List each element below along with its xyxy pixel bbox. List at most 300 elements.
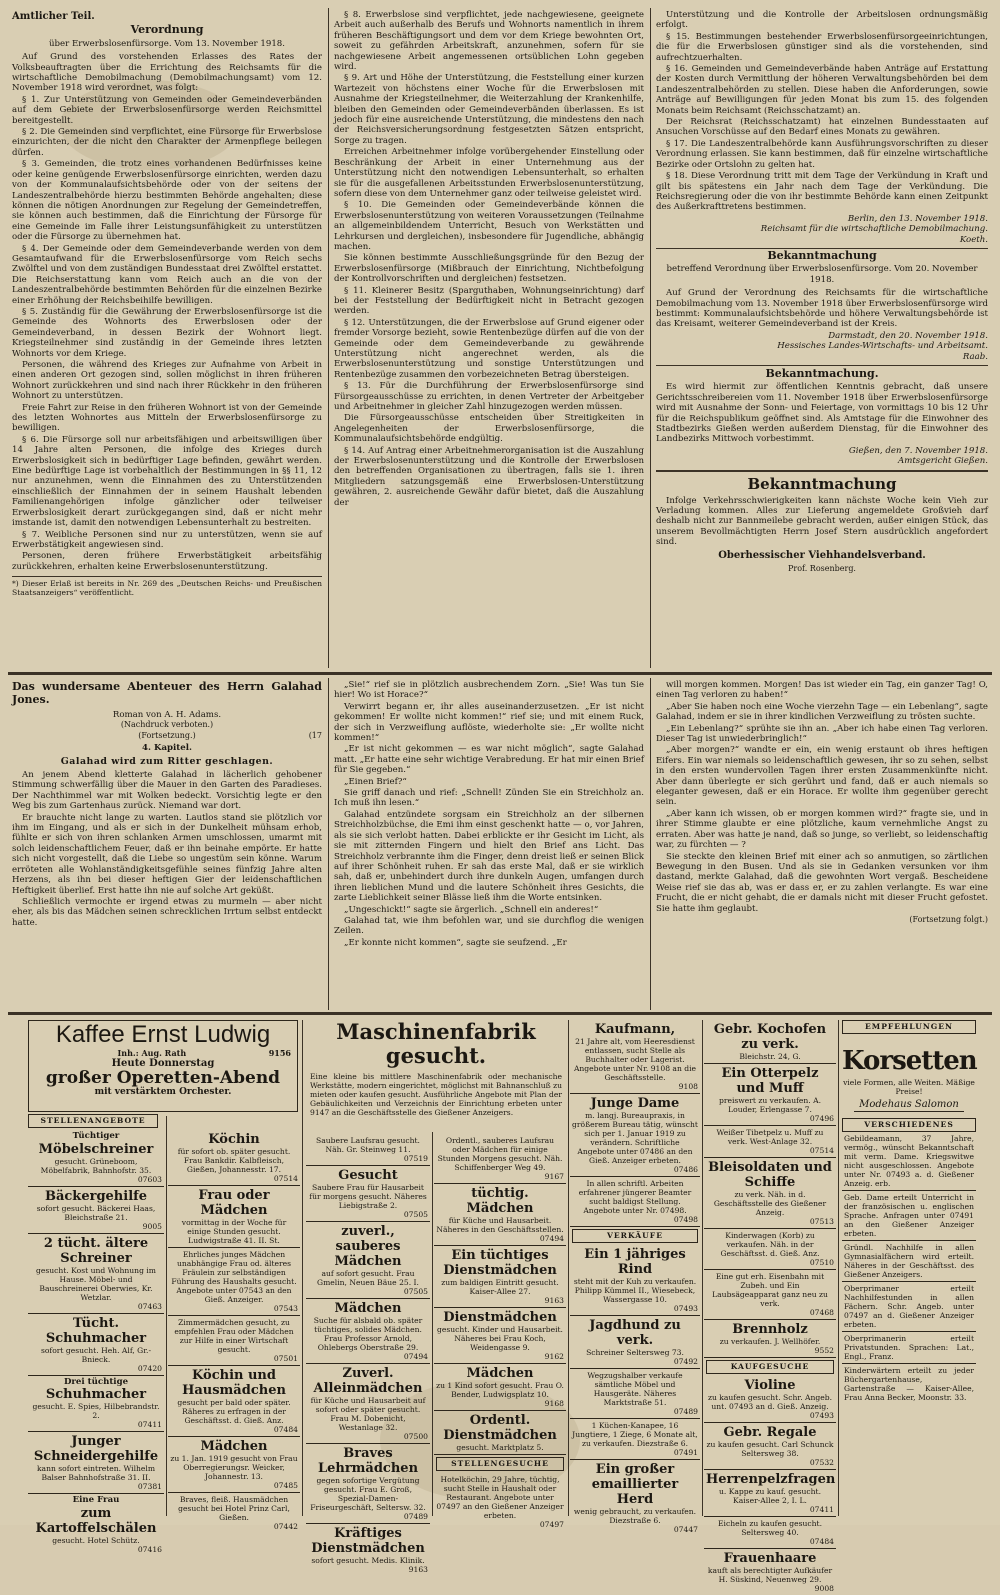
paragraph: An jenem Abend kletterte Galahad in lächerlich gehobener Stimmung schwerfällig über die Mauer in den Garten des Paradieses. Der Nachthimmel war mit Wolken bedeckt. Vorsichtig legte er den Weg bis zum Gartenhaus zurück. Niemand war dort. (12, 770, 322, 812)
category-label: KAUFGESUCHE (706, 1360, 834, 1374)
ad-text: 1 Küchen-Kanapee, 16 Jungtiere, 1 Ziege, 6 Monate alt, zu verkaufen. Diezstraße 6. (572, 1420, 698, 1448)
ad-headline: Kräftiges Dienstmädchen (311, 1526, 425, 1556)
ads-column-7 (842, 1020, 976, 1515)
classified-ad (704, 1376, 836, 1423)
ad-text: u. Kappe zu kauf. gesucht. Kaiser-Allee 2, I. L. (719, 1486, 821, 1505)
classified-ad (434, 1411, 566, 1455)
classified-ad (570, 1460, 700, 1536)
ad-number: 07501 (273, 1354, 298, 1363)
ad-text: auf sofort gesucht. Frau Gmelin, Neuen Bäue 25. I. (317, 1269, 419, 1287)
ad-number: 07486 (673, 1165, 698, 1174)
paragraph: § 4. Der Gemeinde oder dem Gemeindeverbande werden von dem Gesamtaufwand für die Erwerbslosenfürsorge vom Reich sechs Zwölftel und von dem zuständigen Bundesstaat drei Zwölftel erstattet. Die Reichserstattung kann vom Reich auch an die von der Landeszentralbehörde bestimmten Behörden für die einzelnen Bezirke einer Erhöhung der Reichsbeihilfe bewilligen. (12, 243, 322, 306)
notice3-title: Bekanntmachung (747, 474, 897, 493)
verschiedenes-items (842, 1132, 976, 1404)
ad-headline: Gebr. Regale (723, 1424, 817, 1440)
classified-ad (306, 1134, 430, 1166)
ad-number: 9108 (678, 1082, 698, 1091)
column-rule (568, 1020, 569, 1516)
ad-text: zum baldigen Eintritt gesucht. Kaiser-Allee 27. (441, 1278, 559, 1296)
ad-kicker: 2 tücht. ältere Schreiner (43, 1235, 149, 1266)
ad-headline: Junge Dame (590, 1096, 680, 1111)
verschiedenes-label: VERSCHIEDENES (842, 1118, 976, 1132)
classified-ad (168, 1186, 300, 1248)
ad-number: 07420 (137, 1363, 162, 1373)
ad-text: preiswert zu verkaufen. A. Louder, Erlengasse 7. (718, 1096, 822, 1114)
paragraph: „Sie!“ rief sie in plötzlich ausbrechendem Zorn. „Sie! Was tun Sie hier! Wo ist Horace?“ (334, 680, 644, 701)
paragraph: § 10. Die Gemeinden oder Gemeindeverbände können die Erwerbslosenunterstützung von weiteren Voraussetzungen (Teilnahme an allgemeinbildendem Unterricht, Besuch von Werkstätten und Lehrkursen und dergleichen), insbesondere für Jugendliche, abhängig machen. (334, 200, 644, 252)
ad-text: kauft als berechtigter Aufkäufer H. Süskind, Neuenweg 29. (707, 1565, 833, 1584)
classified-ad (306, 1444, 430, 1524)
ad-headline: Gesucht (338, 1168, 398, 1183)
ad-headline: Dienstmädchen (443, 1310, 557, 1325)
decree-signature: Berlin, den 13. November 1918. Reichsamt für die wirtschaftliche Demobilmachung. Koeth. (760, 213, 988, 245)
ad-headline: Ein großer emaillierter Herd (591, 1461, 679, 1507)
official-column-3 (656, 10, 988, 670)
decree-title: Verordnung (130, 23, 204, 37)
divider (656, 365, 988, 366)
ad-text: Ordentl., sauberes Laufsrau oder Mädchen für einige Stunden Morgens gesucht. Näh. Schiffenberger Weg 49. (437, 1136, 563, 1172)
ad-number: 07493 (673, 1303, 698, 1313)
notice2-signature: Gießen, den 7. November 1918. Amtsgericht Gießen. (848, 445, 988, 467)
kaffee-owner: Inh.: Aug. Rath (117, 1048, 187, 1058)
ad-number: 07496 (809, 1114, 834, 1123)
paragraph: Verwirrt begann er, ihr alles auseinanderzusetzen. „Er ist nicht gekommen! Er wollte nicht kommen!“ rief sie; und mit einem Ruck, der sich in Verzweiflung auflöste, wiederholte sie: „Er wollte nicht kommen!“ (334, 701, 644, 744)
ad-text: kann sofort eintreten. Wilhelm Balser Bahnhofstraße 31. II. (36, 1464, 156, 1483)
classified-ad (28, 1130, 164, 1187)
ad-headline: Ein 1 jähriges Rind (584, 1246, 686, 1277)
column-rule (432, 1132, 433, 1516)
notice3-body: Infolge Verkehrsschwierigkeiten kann nächste Woche kein Vieh zur Verladung kommen. Alles zur Lieferung angemeldete Großvieh darf deshalb nicht zur Bannmeilebe gebracht werden, außer einigen Stück, das unserem Bevollmächtigten Herrn Josef Stern ausdrücklich angefordert sind. (656, 495, 988, 548)
paragraph: § 2. Die Gemeinden sind verpflichtet, eine Fürsorge für Erwerbslose einzurichten, der die nicht den Charakter der Armenpflege beilegen dürfen. (12, 127, 322, 158)
classified-ad (704, 1423, 836, 1470)
ad-headline: Bleisoldaten und Schiffe (708, 1160, 832, 1190)
paragraph: Personen, die während des Krieges zur Aufnahme von Arbeit in einen anderen Ort gezogen sind, sollen möglichst in ihren früheren Wohnort zurückkehren und sind nach ihrer Rückkehr in den früheren Wohnort zu unterstützen. (12, 360, 322, 402)
decree-paragraphs (12, 52, 322, 572)
serial-paragraphs (12, 770, 322, 928)
ad-text: steht mit der Kuh zu verkaufen. Philipp Kümmel II., Wiesebeck, Wassergasse 10. (573, 1276, 697, 1304)
divider (656, 248, 988, 249)
ad-number: 07532 (809, 1457, 834, 1467)
ads-column-3 (306, 1134, 430, 1574)
ad-text: für sofort ob. später gesucht. Frau Bankdir. Kalbfleisch, Gießen, Johannesstr. 17. (177, 1147, 291, 1174)
paragraph: „Er konnte nicht kommen“, sagte sie seufzend. „Er (344, 937, 567, 948)
classified-ad (434, 1246, 566, 1308)
ad-text: 21 Jahre alt, vom Heeresdienst entlassen, sucht Stelle als Buchhalter oder Lagerist. Angebote unter Nr. 9108 an die Geschäftsstelle. (573, 1037, 697, 1082)
ad-text: vormittag in der Woche für einige Stunden gesucht. Ludwigstraße 41. II. St. (181, 1218, 287, 1245)
paragraph: Galahad tat, wie ihm befohlen war, und sie durchflog die wenigen Zeilen. (334, 915, 644, 937)
ad-number: 9162 (544, 1352, 564, 1361)
ad-text: zu kaufen gesucht. Schr. Angeb. unt. 07493 an d. Gieß. Anzeig. (707, 1392, 833, 1411)
ad-number: 9167 (544, 1172, 564, 1181)
classified-ad (704, 1270, 836, 1320)
ad-text: für Küche und Hausarbeit. Näheres in den Geschäftsstellen. (436, 1216, 564, 1234)
classified-ad: Geb. Dame erteilt Unterricht in der französischen u. englischen Sprache. Anfragen unter 07491 an den Gießener Anzeiger erbeten. (842, 1191, 976, 1241)
ad-text: sofort gesucht. Medis. Klinik. (311, 1556, 425, 1565)
ad-number: 07513 (809, 1217, 834, 1226)
ad-number: 07493 (809, 1410, 834, 1420)
serial-note: (Nachdruck verboten.) (120, 720, 214, 730)
paragraph: § 6. Die Fürsorge soll nur arbeitsfähigen und arbeitswilligen über 14 Jahre alten Personen, die infolge des Krieges durch Erwerbslosigkeit sich in bedürftiger Lage befinden, gewährt werden. Eine bedürftige Lage ist vorbehaltlich der Bestimmungen in §§ 11, 12 nur anzunehmen, wenn die Einnahmen des zu Unterstützenden einschließlich der Einnahmen der in seinem Haushalt lebenden Familienangehörigen infolge gänzlicher oder teilweiser Erwerbslosigkeit derart zurückgegangen sind, daß er nicht mehr imstande ist, damit den notwendigen Lebensunterhalt zu bestreiten. (12, 434, 322, 529)
ad-headline: Schuhmacher (45, 1387, 147, 1403)
ad-number: 07411 (809, 1504, 834, 1514)
classified-ad (28, 1187, 164, 1234)
kaffee-event: großer Operetten-Abend (45, 1068, 281, 1089)
ads-column-5 (570, 1020, 700, 1534)
paragraph: § 7. Weibliche Personen sind nur zu unterstützen, wenn sie auf Erwerbstätigkeit angewiesen sind. (12, 529, 322, 550)
classified-ad (306, 1299, 430, 1364)
kaffee-name: Kaffee Ernst Ludwig (55, 1021, 271, 1048)
column-rule (328, 8, 329, 668)
kaffee-day: Heute Donnerstag (111, 1057, 215, 1069)
paragraph: § 16. Gemeinden und Gemeindeverbände haben Anträge auf Erstattung der Kosten durch Vermittlung der höheren Verwaltungsbehörden bei dem Landeszentralbehörden zu stellen. Diese haben die Anforderungen, sowie Anträge auf Bewilligungen für jeden Monat bis zum 15. des folgenden Monats beim Reichsamt (Reichsschatzamt) an. (656, 64, 988, 116)
divider (656, 470, 988, 472)
ad-headline: Herrenpelzfragen (706, 1471, 836, 1487)
ad-headline: Ein Otterpelz und Muff (721, 1066, 819, 1096)
section-divider (8, 672, 992, 675)
category-label: VERKÄUFE (572, 1229, 698, 1243)
classified-ad (570, 1245, 700, 1316)
paragraph: § 8. Erwerbslose sind verpflichtet, jede nachgewiesene, geeignete Arbeit auch außerhalb des Berufs und Wohnorts namentlich in ihrem früheren Beschäftigungsort und dem vor dem Kriege bewohnten Ort, soweit zu gefährden Arbeitskraft, anzunehmen, sofern für sie nachgewiesene Arbeit angemessenen ortsüblichen Lohn gegeben wird. (334, 10, 644, 73)
classified-ad (168, 1493, 300, 1533)
ad-text: Ehrliches junges Mädchen unabhängige Frau od. älteres Fräulein zur selbständigen Führung des Haushalts gesucht. Angebote unter 07543 an den Gieß. Anzeiger. (171, 1250, 297, 1304)
classified-ad (570, 1177, 700, 1227)
decree-paragraphs (334, 10, 644, 508)
ad-number: 07484 (273, 1425, 298, 1434)
category-label: STELLENGESUCHE (436, 1457, 564, 1471)
notice1-body: Auf Grund der Verordnung des Reichsamts für die wirtschaftliche Demobilmachung vom 13. November 1918 über Erwerbslosenfürsorge wird bestimmt: Kommunalaufsichtsbehörde und höhere Verwaltungsbehörde ist das Kreisamt, weiterer Gemeindeverband ist der Kreis. (656, 288, 988, 330)
classified-ad (570, 1369, 700, 1419)
ad-text: gesucht per bald oder später. Räheres zu erfragen in der Geschäftsst. d. Gieß. Anz. (177, 1398, 291, 1425)
ad-number: 07463 (137, 1301, 162, 1311)
ad-text: Eicheln zu kaufen gesucht. Seltersweg 40. (717, 1518, 823, 1537)
ad-number: 07447 (673, 1524, 698, 1534)
section-divider (8, 1012, 992, 1015)
classified-ad: Oberprimaner erteilt Nachhilfestunden in allen Fächern. Schr. Angeb. unter 07497 an d. Gießener Anzeiger erbeten. (842, 1282, 976, 1332)
paragraph: „Ungeschickt!“ sagte sie ärgerlich. „Schnell ein anderes!“ (344, 904, 599, 915)
ads-column-4 (434, 1134, 566, 1529)
column-rule (838, 1020, 839, 1516)
ad-number: 07494 (539, 1234, 564, 1243)
ad-headline: Mädchen (334, 1301, 402, 1316)
notice1-signature: Darmstadt, den 20. November 1918. Hessisches Landes-Wirtschafts- und Arbeitsamt. Raab. (777, 330, 988, 362)
ad-number: 07491 (673, 1447, 698, 1457)
ad-number: 9163 (544, 1296, 564, 1305)
serial-column-1 (12, 680, 322, 1008)
ad-text: gesucht. Hotel Schütz. (52, 1535, 140, 1545)
classified-ad (28, 1314, 164, 1376)
ad-maschinenfabrik (306, 1020, 566, 1130)
ad-number: 07510 (809, 1258, 834, 1267)
ad-text: wenig gebraucht, zu verkaufen. Diezstraße 6. (573, 1506, 697, 1525)
korsetten-sub: viele Formen, alle Weiten. Mäßige Preise! (843, 1077, 975, 1096)
chapter-number: 4. Kapitel. (142, 743, 192, 754)
ad-headline: Frau oder Mädchen (198, 1188, 270, 1218)
classified-ad (704, 1517, 836, 1549)
paragraph: Personen, deren frühere Erwerbstätigkeit arbeitsfähig zurückkehren, erhalten keine Erwerbslosenunterstützung. (12, 551, 322, 572)
ad-headline: zum Kartoffelschälen (35, 1505, 157, 1536)
classified-ad (306, 1364, 430, 1444)
column-rule (702, 1020, 703, 1516)
paragraph: Sie können bestimmte Ausschließungsgründe für den Bezug der Erwerbslosenfürsorge (Mißbrauch der Einrichtung, Nichtbefolgung der Kontrollvorschriften und dergleichen) festsetzen. (334, 253, 644, 285)
serial-title: Das wundersame Abenteuer des Herrn Galahad Jones. (12, 680, 322, 706)
ad-text: zu 1 Kind sofort gesucht. Frau O. Bender, Ludwigsplatz 10. (436, 1381, 564, 1399)
decree-subtitle: über Erwerbslosenfürsorge. Vom 13. November 1918. (48, 38, 285, 49)
ads-column-2 (168, 1130, 300, 1531)
classified-ad (168, 1366, 300, 1437)
decree-paragraphs (656, 10, 988, 213)
classified-ad (28, 1432, 164, 1494)
ad-number: 07500 (403, 1432, 428, 1441)
paragraph: § 13. Für die Durchführung der Erwerbslosenfürsorge sind Fürsorgeausschüsse zu errichten, in denen Vertreter der Arbeitgeber und Arbeitnehmer in gleicher Zahl hinzugezogen werden müssen. (334, 381, 644, 413)
ad-text: gesucht. Marktplatz 5. (456, 1443, 544, 1452)
ad-headline: Ordentl. Dienstmädchen (443, 1413, 557, 1443)
classified-ad: Kinderwärtern erteilt zu jeder Büchergartenhause, Gartenstraße — Kaiser-Allee, Frau Anna Becker, Moonstr. 33. (844, 1365, 974, 1402)
ad-number: 9168 (544, 1399, 564, 1408)
maschinen-title-1: Maschinenfabrik (336, 1019, 536, 1044)
paragraph: „Aber morgen?“ wandte er ein, ein wenig erstaunt ob ihres heftigen Eifers. Ein war niemals so leidenschaftlich gewesen, ihr so zu sehen, selbst in den ersten wundervollen Tagen ihrer ersten Zusammenkünfte nicht. Aber dann überlegte er sich gerührt und fand, daß er auch niemals so eleganter gewesen, daß er ein Horace. Er wollte ihm gegenüber gerecht sein. (656, 745, 988, 808)
ad-headline: Bäckergehilfe (44, 1188, 147, 1204)
ad-headline: Jagdhund zu verk. (589, 1317, 681, 1348)
classified-ad: Gebildeamann, 37 Jahre, vermög., wünscht Bekanntschaft mit verm. Dame. Kriegswitwe nicht ausgeschlossen. Angebote unter Nr. 07493 a. d. Gießener Anzeig. erb. (842, 1132, 976, 1191)
ad-kicker: Eine Frau (72, 1495, 120, 1506)
ad-text: Braves, fleiß. Hausmädchen gesucht bei Hotel Prinz Carl, Gießen. (178, 1495, 290, 1522)
paragraph: § 1. Zur Unterstützung von Gemeinden oder Gemeindeverbänden auf dem Gebiete der Erwerbslosenfürsorge werden Reichsmittel bereitgestellt. (12, 94, 322, 126)
ad-text: sofort gesucht. Bäckerei Haas, Bleichstraße 21. (36, 1203, 156, 1222)
ad-headline: Ein tüchtiges Dienstmädchen (443, 1248, 557, 1278)
ad-headline: Frauenhaare (723, 1550, 817, 1566)
ad-text: Weißer Tibetpelz u. Muff zu verk. West-Anlage 32. (716, 1128, 824, 1146)
serial-byline: Roman von A. H. Adams. (112, 710, 222, 720)
classified-ad (28, 1376, 164, 1433)
notice3-name: Prof. Rosenberg. (788, 564, 856, 574)
paragraph: Erreichen Arbeitnehmer infolge vorübergehender Einstellung oder Beschränkung der Arbeit in einer Unternehmung aus der Unterstützung nicht den notwendigen Lebensunterhalt, so erhalten sie für die ausgefallenen Arbeitsstunden Erwerbslosenunterstützung, sofern diese von dem Unternehmer ganz oder teilweise geleistet wird. (334, 147, 644, 199)
ad-headline: Kaufmann, (594, 1022, 676, 1037)
ad-text: Wegzugshalber verkaufe sämtliche Möbel und Hausgeräte. Näheres Marktstraße 51. (587, 1370, 683, 1407)
column-rule (328, 678, 329, 1010)
classified-ad (28, 1494, 164, 1556)
classified-ad (28, 1234, 164, 1314)
ad-text: gegen sofortige Vergütung gesucht. Frau E. Groß, Spezial-Damen-Friseurgeschäft, Seltersw. 32. (310, 1476, 426, 1512)
ad-kicker: Drei tüchtige (63, 1376, 129, 1387)
serial-paragraphs (334, 680, 644, 948)
classified-ad (434, 1308, 566, 1364)
ad-kicker: Tüchtiger (72, 1131, 120, 1141)
ad-headline: Gebr. Kochofen zu verk. (713, 1022, 827, 1052)
ad-number: 07514 (809, 1146, 834, 1155)
notice1-subtitle: betreffend Verordnung über Erwerbslosenfürsorge. Vom 20. November 1918. (666, 264, 978, 285)
paragraph: Unterstützung und die Kontrolle der Arbeitslosen ordnungsmäßig erfolgt. (656, 10, 988, 31)
paragraph: Auf Grund des vorstehenden Erlasses des Rates der Volksbeauftragten über die Errichtung des Reichsamts für die wirtschaftliche Demobilmachung (Demobilmachungsamt) vom 12. November 1918 wird verordnet, was folgt: (12, 52, 322, 94)
ad-text: gesucht. Kost und Wohnung im Hause. Möbel- und Bauschreinerei Oberwies, Kr. Wetzlar. (36, 1265, 156, 1302)
ad-text: Saubere Frau für Hausarbeit für morgens gesucht. Näheres Liebigstraße 2. (309, 1183, 427, 1210)
paragraph: „Ein Lebenlang?“ sprühte sie ihn an. „Aber ich habe einen Tag verloren. Dieser Tag ist unwiederbringlich!“ (656, 723, 988, 745)
paragraph: Sie steckte den kleinen Brief mit einer ach so anmutigen, so zärtlichen Bewegung in den Busen. Und als sie in Gedanken versunken vor ihm dastand, merkte Galahad, daß die gewohnten Wort vergaß. Bescheidene Weise rief sie das ab, was er dass er, er zu zahlen verlangte. Es war eine Frucht, die er nicht gehabt, die er damals nicht mit dieser Frucht gefostet. Sie hatte ihm geglaubt. (656, 851, 988, 914)
classified-ad (704, 1126, 836, 1158)
classified-ad (704, 1358, 836, 1376)
notice2-body: Es wird hiermit zur öffentlichen Kenntnis gebracht, daß unsere Gerichtsschreibereien vom 11. November 1918 über Erwerbslosenfürsorge wird mit Ausnahme der Sonn- und Feiertage, von vormittags 10 bis 12 Uhr für die Reichspublikum geöffnet sind. Als Amtstage für die Einwohner des Stadtbezirks Gießen werden außerdem Dienstag, für die Einwohner des Landbezirks Mittwoch vorbestimmt. (656, 382, 988, 445)
paragraph: Die Fürsorgeausschüsse entscheiden über Streitigkeiten in Angelegenheiten der Erwerbslosenfürsorge, die Kommunalaufsichtsbehörde endgültig. (334, 413, 644, 445)
ad-headline: Braves Lehrmädchen (317, 1446, 419, 1476)
ad-number: 07489 (673, 1406, 698, 1416)
classified-ad (704, 1470, 836, 1517)
ad-number: 07543 (273, 1304, 298, 1313)
classified-ad (434, 1184, 566, 1246)
ad-number: 07411 (137, 1420, 162, 1430)
classified-ad: Gründl. Nachhilfe in allen Gymnasialfächern wird erteilt. Näheres in der Geschäftsst. des Gießener Anzeigers. (842, 1241, 976, 1282)
ad-text: Eine gut erh. Eisenbahn mit Zubeh. und Ein Laubsägeapparat ganz neu zu verk. (712, 1272, 828, 1308)
paragraph: Der Reichsrat (Reichsschatzamt) hat einzelnen Bundesstaaten auf Ansuchen Vorschüsse auf den Bedarf eines Monats zu gewähren. (656, 117, 988, 138)
official-column-1 (12, 10, 322, 670)
ad-number: 07505 (403, 1287, 428, 1296)
classified-ad (434, 1455, 566, 1473)
ad-headline: Brennholz (732, 1322, 808, 1337)
kaffee-tel: 9156 (268, 1048, 291, 1058)
classified-ad (704, 1064, 836, 1126)
classified-ad (570, 1020, 700, 1094)
ad-kicker: Junger Schneidergehilfe (33, 1434, 159, 1465)
column-rule (650, 8, 651, 668)
classified-ad (570, 1316, 700, 1369)
chapter-title: Galahad wird zum Ritter geschlagen. (60, 755, 274, 767)
classified-ad (570, 1227, 700, 1245)
classified-ad (704, 1229, 836, 1270)
ad-number: 07484 (809, 1536, 834, 1546)
stellen-label: STELLENANGEBOTE (28, 1114, 158, 1128)
classified-ad (704, 1549, 836, 1595)
modehaus-logo: Modehaus Salomon (854, 1100, 964, 1113)
ad-text: Suche für alsbald ob. später tüchtiges, solides Mädchen. Frau Professor Arnold, Ohlebergs Oberstraße 29. (313, 1316, 423, 1352)
notice1-title: Bekanntmachung (767, 248, 877, 262)
classified-ad (306, 1524, 430, 1576)
ad-text: sofort gesucht. Heh. Alf, Gr.-Bnieck. (40, 1345, 152, 1364)
ad-text: Zimmermädchen gesucht, zu empfehlen Frau oder Mädchen zur Hilfe in einer Wirtschaft gesucht. (174, 1318, 294, 1354)
maschinen-body: Eine kleine bis mittlere Maschinenfabrik oder mechanische Werkstätte, modern eingerichtet, möglichst mit Bahnanschluß zu mieten oder kaufen gesucht. Ausführliche Angebote mit Plan der Gebäulichkeiten und Verzeichnis der Einrichtung erbeten unter 9147 an die Geschäftsstelle des Gießener Anzeigers. (310, 1072, 562, 1117)
serial-number: (17 (308, 730, 322, 740)
serial-paragraphs (656, 680, 988, 914)
ad-text: zu verk. Näh. in d. Geschäftsstelle des Gießener Anzeig. (713, 1190, 827, 1217)
ad-number: 07514 (273, 1174, 298, 1183)
classified-ad (168, 1316, 300, 1366)
serial-continuation: (Fortsetzung.) (138, 730, 196, 740)
paragraph: § 5. Zuständig für die Gewährung der Erwerbslosenfürsorge ist die Gemeinde des Wohnorts des Erwerbslosen oder der Gemeindeverband, in dessen Bezirk der Wohnort liegt. Kriegsteilnehmer sind zuständig in der Gemeinde ihres letzten Wohnorts vor dem Kriege. (12, 306, 322, 359)
ad-headline: Köchin (208, 1132, 260, 1147)
ad-number: 07381 (137, 1482, 162, 1492)
ad-text: gesucht. E. Spies, Hilbebrandstr. 2. (32, 1402, 160, 1421)
ad-number: 9163 (408, 1565, 428, 1574)
ad-number: 07505 (403, 1210, 428, 1219)
ad-number: 9552 (814, 1346, 834, 1355)
paragraph: § 12. Unterstützungen, die der Erwerbslose auf Grund eigener oder fremder Vorsorge bezieht, sowie Rentenbezüge dürfen auf die von der Gemeinde oder dem Gemeindeverbande zu gewährende Unterstützung nicht angerechnet werden, als die Erwerbslosenunterstützung und sonstige Unterstützungen und Rentenbezüge zusammen den vorbezeichneten Betrag übersteigen. (334, 317, 644, 380)
ad-number: 07492 (673, 1356, 698, 1366)
classified-ad (434, 1473, 566, 1531)
classified-ad (704, 1158, 836, 1229)
ad-headline: Zuverl. Alleinmädchen (313, 1366, 423, 1396)
classified-ad (306, 1222, 430, 1299)
ad-number: 07519 (403, 1154, 428, 1163)
notice3-signature: Oberhessischer Viehhandelsverband. (718, 549, 926, 561)
classified-ad (434, 1134, 566, 1184)
ad-number: 07442 (273, 1522, 298, 1531)
paragraph: Galahad entzündete sorgsam ein Streichholz an der silbernen Streichholzbüchse, die Emi ihm einst geschenkt hatte — o, vor Jahren, als sie sich verlobt hatten. Dabei erblickte er ihr Gesicht im Licht, als sie mit zitternden Fingern und hielt den Brief ans Licht. Das Streichholz verbrannte ihm die Finger, denn dreist ließ er seinen Blick auf ihrer Schönheit ruhen. Er sah das erste Mal, daß er sie wirklich sah, daß er, unbehindert durch ihre dunkeln Augen, umfangen durch ihren lieblichen Mund und die lautere Schönheit ihres Gesichts, die zarte Lieblichkeit seiner Blässe ließ ihm die Worte entsinken. (334, 809, 644, 904)
ad-text: zu verkaufen. J. Wellhöfer. (719, 1337, 821, 1346)
serial-column-2 (334, 680, 644, 1008)
ad-text: Saubere Laufsrau gesucht. Näh. Gr. Steinweg 11. (316, 1136, 420, 1154)
paragraph: „Er ist nicht gekommen — es war nicht möglich“, sagte Galahad matt. „Er hatte eine sehr wichtige Verabredung. Er hat mir einen Brief für Sie gegeben.“ (334, 744, 644, 776)
classified-ad (168, 1437, 300, 1493)
paragraph: Sie griff danach und rief: „Schnell! Zünden Sie ein Streichholz an. Ich muß ihn lesen.“ (334, 788, 644, 809)
column-rule (302, 1020, 303, 1516)
ad-number: 9005 (142, 1221, 162, 1231)
classified-ad (168, 1248, 300, 1316)
ad-number: 07498 (673, 1215, 698, 1224)
ad-number: 07497 (539, 1519, 564, 1529)
ad-headline: tüchtig. Mädchen (466, 1186, 534, 1216)
paragraph: „Einen Brief?“ (344, 776, 407, 787)
paragraph: § 15. Bestimmungen bestehender Erwerbslosenfürsorgeeinrichtungen, die für die Erwerbslosen günstiger sind als die vorstehenden, sind aufrechtzuerhalten. (656, 31, 988, 63)
paragraph: § 18. Diese Verordnung tritt mit dem Tage der Verkündung in Kraft und gilt bis spätestens ein Jahr nach dem Tage der Verkündung. Die Reichsregierung oder die von ihr bestimmte Behörde kann einen Zeitpunkt des Außerkrafttretens bestimmen. (656, 171, 988, 213)
ad-number: 9008 (814, 1583, 834, 1593)
ad-text: gesucht. Grüneboom, Möbelfabrik, Bahnhofstr. 35. (40, 1156, 152, 1175)
ad-text: Bleichstr. 24, G. (739, 1052, 801, 1061)
paragraph: § 3. Gemeinden, die trotz eines vorhandenen Bedürfnisses keine oder keine genügende Erwerbslosenfürsorge einrichten, werden dazu von der Kommunalaufsichtsbehörde oder von der seitens der Landeszentralbehörde hierzu bestimmten Behörde angehalten; diese können die nötigen Anordnungen zur Regelung der Gemeindetreffen, sie können auch bestimmen, daß die Einrichtung der Fürsorge für eine Gemeinde im Falle ihrer Leistungsunfähigkeit zu unterstützen oder die Fürsorge zu übernehmen hat. (12, 159, 322, 243)
empfehlungen-label: EMPFEHLUNGEN (842, 1020, 976, 1034)
column-rule (166, 1116, 167, 1516)
paragraph: § 14. Auf Antrag einer Arbeitnehmerorganisation ist die Auszahlung der Erwerbslosenunterstützung und die Kontrolle der Erwerbslosen den betreffenden Organisationen zu übertragen, falls sie 1. ihren Mitgliedern satzungsgemäß eine Erwerbslosen-Unterstützung gewähren, 2. ausreichende Gewähr dafür bietet, daß die Auszahlung der (334, 445, 644, 508)
paragraph: will morgen kommen. Morgen! Das ist wieder ein Tag, ein ganzer Tag! O, einen Tag verloren zu haben!“ (656, 680, 988, 701)
serial-continued: (Fortsetzung folgt.) (909, 914, 988, 924)
paragraph: § 17. Die Landeszentralbehörde kann Ausführungsvorschriften zu dieser Verordnung erlassen. Sie kann bestimmen, daß für einzelne wirtschaftliche Bezirke oder Ortslohn zu gelten hat. (656, 138, 988, 170)
classified-ad (168, 1130, 300, 1186)
classified-ad (570, 1094, 700, 1177)
kaffee-orchestra: mit verstärktem Orchester. (94, 1087, 232, 1098)
ad-headline: Mädchen (466, 1366, 534, 1381)
serial-column-3 (656, 680, 988, 1008)
ad-headline: Möbelschreiner (38, 1141, 154, 1157)
ad-text: In allen schriftl. Arbeiten erfahrener jüngerer Beamter sucht baldigst Stellung. Angebote unter Nr. 07498. (578, 1179, 692, 1215)
paragraph: § 9. Art und Höhe der Unterstützung, die Feststellung einer kurzen Wartezeit von höchstens einer Woche für die Erwerbslosen mit Ausnahme der Kriegsteilnehmer, die Weiterzahlung der Krankenhilfe, bleiben den Gemeinden oder Gemeindeverbänden überlassen. Es ist jedoch für eine ausreichende Unterstützung, die mindestens den nach der Reichsversicherungsordnung festgesetzten Sätzen entspricht, Sorge zu tragen. (334, 73, 644, 146)
maschinen-title-2: gesucht. (385, 1043, 487, 1068)
ad-number: 07468 (809, 1308, 834, 1317)
ad-headline: Köchin und Hausmädchen (182, 1368, 286, 1398)
ad-text: Kinderwagen (Korb) zu verkaufen. Näh. in der Geschäftsst. d. Gieß. Anz. (720, 1231, 820, 1258)
paragraph: § 11. Kleinerer Besitz (Sparguthaben, Wohnungseinrichtung) darf bei der Feststellung der Bedürftigkeit nicht in Betracht gezogen werden. (334, 285, 644, 317)
footnote: *) Dieser Erlaß ist bereits in Nr. 269 des „Deutschen Reichs- und Preußischen Staatsanzeigers“ veröffentlicht. (12, 576, 322, 597)
serial-cont-row (12, 731, 322, 741)
korsetten-title: Korsetten (842, 1045, 977, 1076)
ad-number: 07485 (273, 1481, 298, 1490)
ad-kaffee-ernst-ludwig (28, 1020, 298, 1112)
ad-text: für Küche und Hausarbeit auf sofort oder später gesucht. Frau M. Dobenicht, Westanlage 32. (310, 1396, 426, 1432)
ad-number: 07489 (403, 1512, 428, 1521)
classified-ad (570, 1419, 700, 1460)
paragraph: Schließlich vermochte er irgend etwas zu murmeln — aber nicht eher, als bis das Mädchen seinen schrecklichen Irrtum selbst entdeckt hatte. (12, 896, 322, 928)
ad-text: zu 1. Jan. 1919 gesucht von Frau Oberregierungsr. Weicker, Johannestr. 13. (170, 1454, 298, 1481)
section-title: Amtlicher Teil. (12, 11, 95, 22)
ad-number: 07603 (137, 1174, 162, 1184)
ad-text: zu kaufen gesucht. Carl Schunck Seltersweg 38. (706, 1439, 834, 1458)
notice2-title: Bekanntmachung. (765, 367, 879, 380)
ads-column-1 (28, 1130, 164, 1554)
classified-ad (704, 1020, 836, 1064)
paragraph: „Aber kann ich wissen, ob er morgen kommen wird?“ fragte sie, und in ihrer Stimme glaubte er eine plötzliche, kaum vernehmliche Angst zu erraten. Aber was hatte je nand, daß so junge, so verliebt, so leidenschaftig war, zu fürchten — ? (656, 808, 988, 851)
ad-number: 07494 (403, 1352, 428, 1361)
ad-kicker: Tücht. Schuhmacher (45, 1315, 147, 1346)
classified-ad: Oberprimanerin erteilt Privatstunden. Sprachen: Lat., Engl., Franz. (842, 1332, 976, 1364)
ad-headline: Mädchen (200, 1439, 268, 1454)
ad-text: Schreiner Seltersweg 73. (586, 1347, 684, 1357)
paragraph: „Aber Sie haben noch eine Woche vierzehn Tage — ein Lebenlang“, sagte Galahad, indem er sie in ihrer kindlichen Verzweiflung zu trösten suchte. (656, 701, 988, 723)
paragraph: Er brauchte nicht lange zu warten. Lautlos stand sie plötzlich vor ihm im Eingang, und als er sich in der Dunkelheit mühsam erhob, fühlte er sich von ihren schlanken Armen umschlossen, umarmt mit solch leidenschaftlichem Feuer, daß er ihn beinahe empörte. Er hatte sich nicht vorgestellt, daß die Liebe so ungestüm sein könne. Warum erröteten alle Wohlanständigkeitsgefühle seines fünfzig Jahre alten Herzens, als ihn bei dieser heftigen Gier der leidenschaftlichen Heftigkeit überlief. Erst hatte ihn nie auf solche Art geküßt. (12, 812, 322, 896)
